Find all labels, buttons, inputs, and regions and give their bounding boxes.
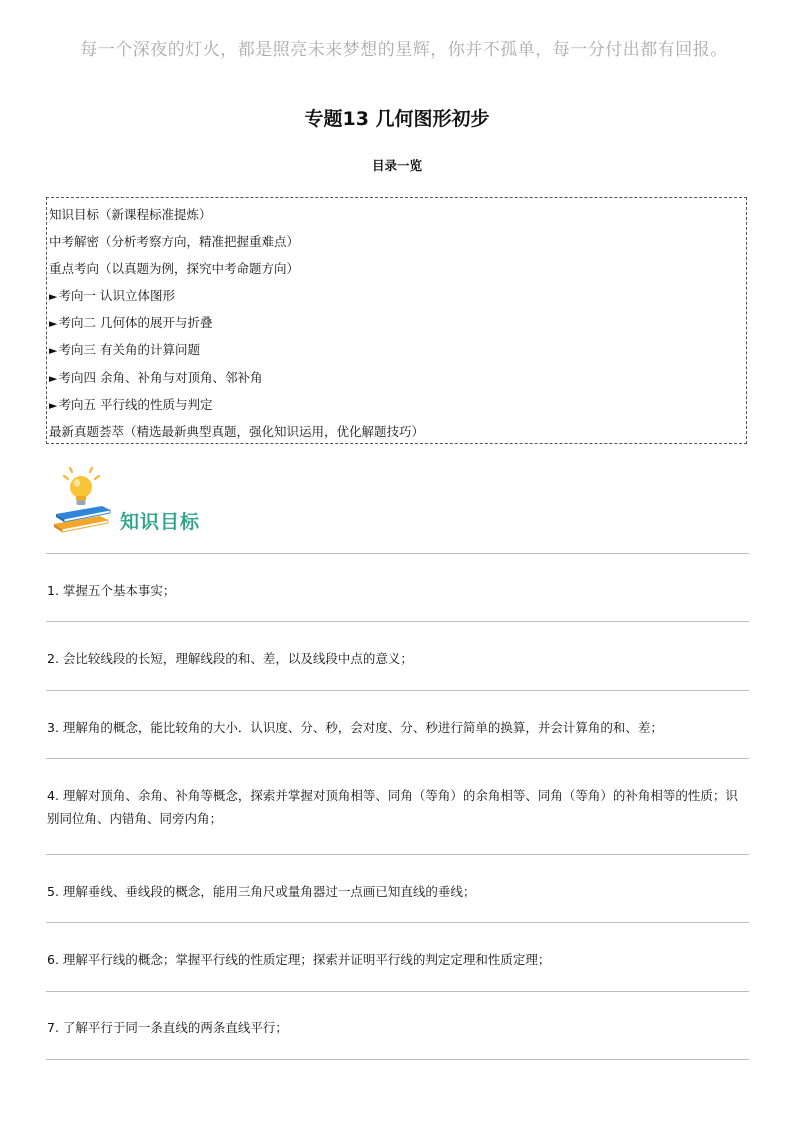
toc-item-label: 知识目标（新课程标准提炼） bbox=[49, 207, 212, 222]
section-title: 知识目标 bbox=[120, 511, 201, 533]
objective-item: 7. 了解平行于同一条直线的两条直线平行； bbox=[47, 1020, 288, 1035]
divider bbox=[46, 553, 749, 554]
toc-item[interactable] bbox=[49, 207, 212, 223]
toc-item[interactable] bbox=[49, 234, 299, 250]
objective-item: 1. 掌握五个基本事实； bbox=[47, 583, 176, 598]
lightbulb-on-books-icon bbox=[52, 462, 116, 536]
toc-item[interactable] bbox=[49, 342, 200, 359]
toc-item[interactable] bbox=[49, 397, 212, 414]
arrow-bullet-icon: ► bbox=[49, 290, 58, 303]
toc-item[interactable] bbox=[49, 315, 212, 332]
objective-item: 4. 理解对顶角、余角、补角等概念，探索并掌握对顶角相等、同角（等角）的余角相等、同角（等角）的补角相等的性质；识别同位角、内错角、同旁内角； bbox=[47, 788, 738, 826]
toc-item-label: 最新真题荟萃（精选最新典型真题，强化知识运用，优化解题技巧） bbox=[49, 424, 425, 439]
objective-item: 3. 理解角的概念，能比较角的大小．认识度、分、秒，会对度、分、秒进行简单的换算，并会计算角的和、差； bbox=[47, 720, 663, 735]
divider bbox=[46, 922, 749, 923]
toc-item-label: 考向五 平行线的性质与判定 bbox=[58, 397, 213, 412]
divider bbox=[46, 854, 749, 855]
objective-item: 6. 理解平行线的概念；掌握平行线的性质定理；探索并证明平行线的判定定理和性质定理； bbox=[47, 952, 551, 967]
toc-item-label: 考向一 认识立体图形 bbox=[58, 288, 175, 303]
toc-item[interactable] bbox=[49, 424, 424, 440]
motto-banner: 每一个深夜的灯火，都是照亮未来梦想的星辉，你并不孤单，每一分付出都有回报。 bbox=[80, 40, 728, 60]
toc-heading: 目录一览 bbox=[371, 158, 422, 173]
divider bbox=[46, 1059, 749, 1060]
toc-item-label: 考向四 余角、补角与对顶角、邻补角 bbox=[58, 370, 263, 385]
arrow-bullet-icon: ► bbox=[49, 317, 58, 330]
document-title: 专题13 几何图形初步 bbox=[304, 108, 490, 130]
divider bbox=[46, 621, 749, 622]
toc-item[interactable] bbox=[49, 261, 299, 277]
objective-item: 2. 会比较线段的长短，理解线段的和、差，以及线段中点的意义； bbox=[47, 651, 413, 666]
toc-item[interactable] bbox=[49, 370, 262, 387]
toc-item-label: 重点考向（以真题为例，探究中考命题方向） bbox=[49, 261, 300, 276]
arrow-bullet-icon: ► bbox=[49, 344, 58, 357]
divider bbox=[46, 991, 749, 992]
arrow-bullet-icon: ► bbox=[49, 399, 58, 412]
toc-item[interactable] bbox=[49, 288, 175, 305]
divider bbox=[46, 690, 749, 691]
arrow-bullet-icon: ► bbox=[49, 372, 58, 385]
toc-item-label: 考向三 有关角的计算问题 bbox=[58, 342, 200, 357]
toc-item-label: 中考解密（分析考察方向，精准把握重难点） bbox=[49, 234, 300, 249]
toc-item-label: 考向二 几何体的展开与折叠 bbox=[58, 315, 213, 330]
objective-item: 5. 理解垂线、垂线段的概念，能用三角尺或量角器过一点画已知直线的垂线； bbox=[47, 884, 476, 899]
divider bbox=[46, 758, 749, 759]
table-of-contents bbox=[46, 197, 747, 444]
